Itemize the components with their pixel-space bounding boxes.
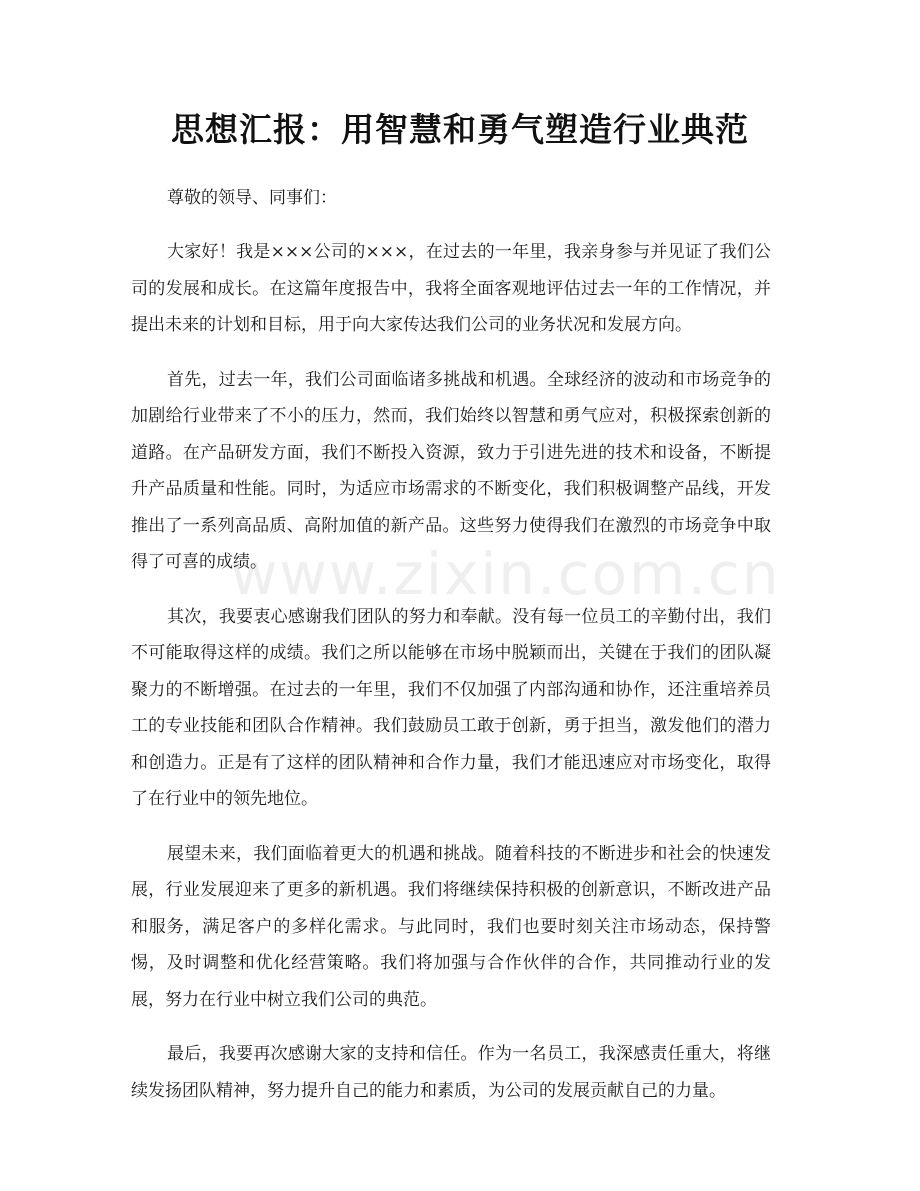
paragraph-first: 首先，过去一年，我们公司面临诸多挑战和机遇。全球经济的波动和市场竞争的加剧给行业带来了不小的压力，然而，我们始终以智慧和勇气应对，积极探索创新的道路。在产品研发方面，我们不断投入资源，致力于引进先进的技术和设备，不断提升产品质量和性能。同时，为适应市场需求的不断变化，我们积极调整产品线，开发推出了一系列高品质、高附加值的新产品。这些努力使得我们在激烈的市场竞争中取得了可喜的成绩。 [131, 369, 771, 572]
document-body [131, 180, 781, 1127]
watermark: www.zixin.com.cn [230, 540, 781, 608]
document-title: 思想汇报：用智慧和勇气塑造行业典范 [171, 110, 749, 149]
paragraph-second: 其次，我要衷心感谢我们团队的努力和奉献。没有每一位员工的辛勤付出，我们不可能取得这样的成绩。我们之所以能够在市场中脱颖而出，关键在于我们的团队凝聚力的不断增强。在过去的一年里，我们不仅加强了内部沟通和协作，还注重培养员工的专业技能和团队合作精神。我们鼓励员工敢于创新，勇于担当，激发他们的潜力和创造力。正是有了这样的团队精神和合作力量，我们才能迅速应对市场变化，取得了在行业中的领先地位。 [131, 606, 771, 809]
paragraph-intro: 大家好！我是×××公司的×××，在过去的一年里，我亲身参与并见证了我们公司的发展和成长。在这篇年度报告中，我将全面客观地评估过去一年的工作情况，并提出未来的计划和目标，用于向大家传达我们公司的业务状况和发展方向。 [131, 242, 771, 335]
paragraph-future: 展望未来，我们面临着更大的机遇和挑战。随着科技的不断进步和社会的快速发展，行业发展迎来了更多的新机遇。我们将继续保持积极的创新意识，不断改进产品和服务，满足客户的多样化需求。与此同时，我们也要时刻关注市场动态，保持警惕，及时调整和优化经营策略。我们将加强与合作伙伴的合作，共同推动行业的发展，努力在行业中树立我们公司的典范。 [131, 843, 771, 1010]
paragraph-closing: 最后，我要再次感谢大家的支持和信任。作为一名员工，我深感责任重大，将继续发扬团队精神，努力提升自己的能力和素质，为公司的发展贡献自己的力量。 [131, 1044, 771, 1101]
salutation: 尊敬的领导、同事们： [167, 188, 337, 208]
